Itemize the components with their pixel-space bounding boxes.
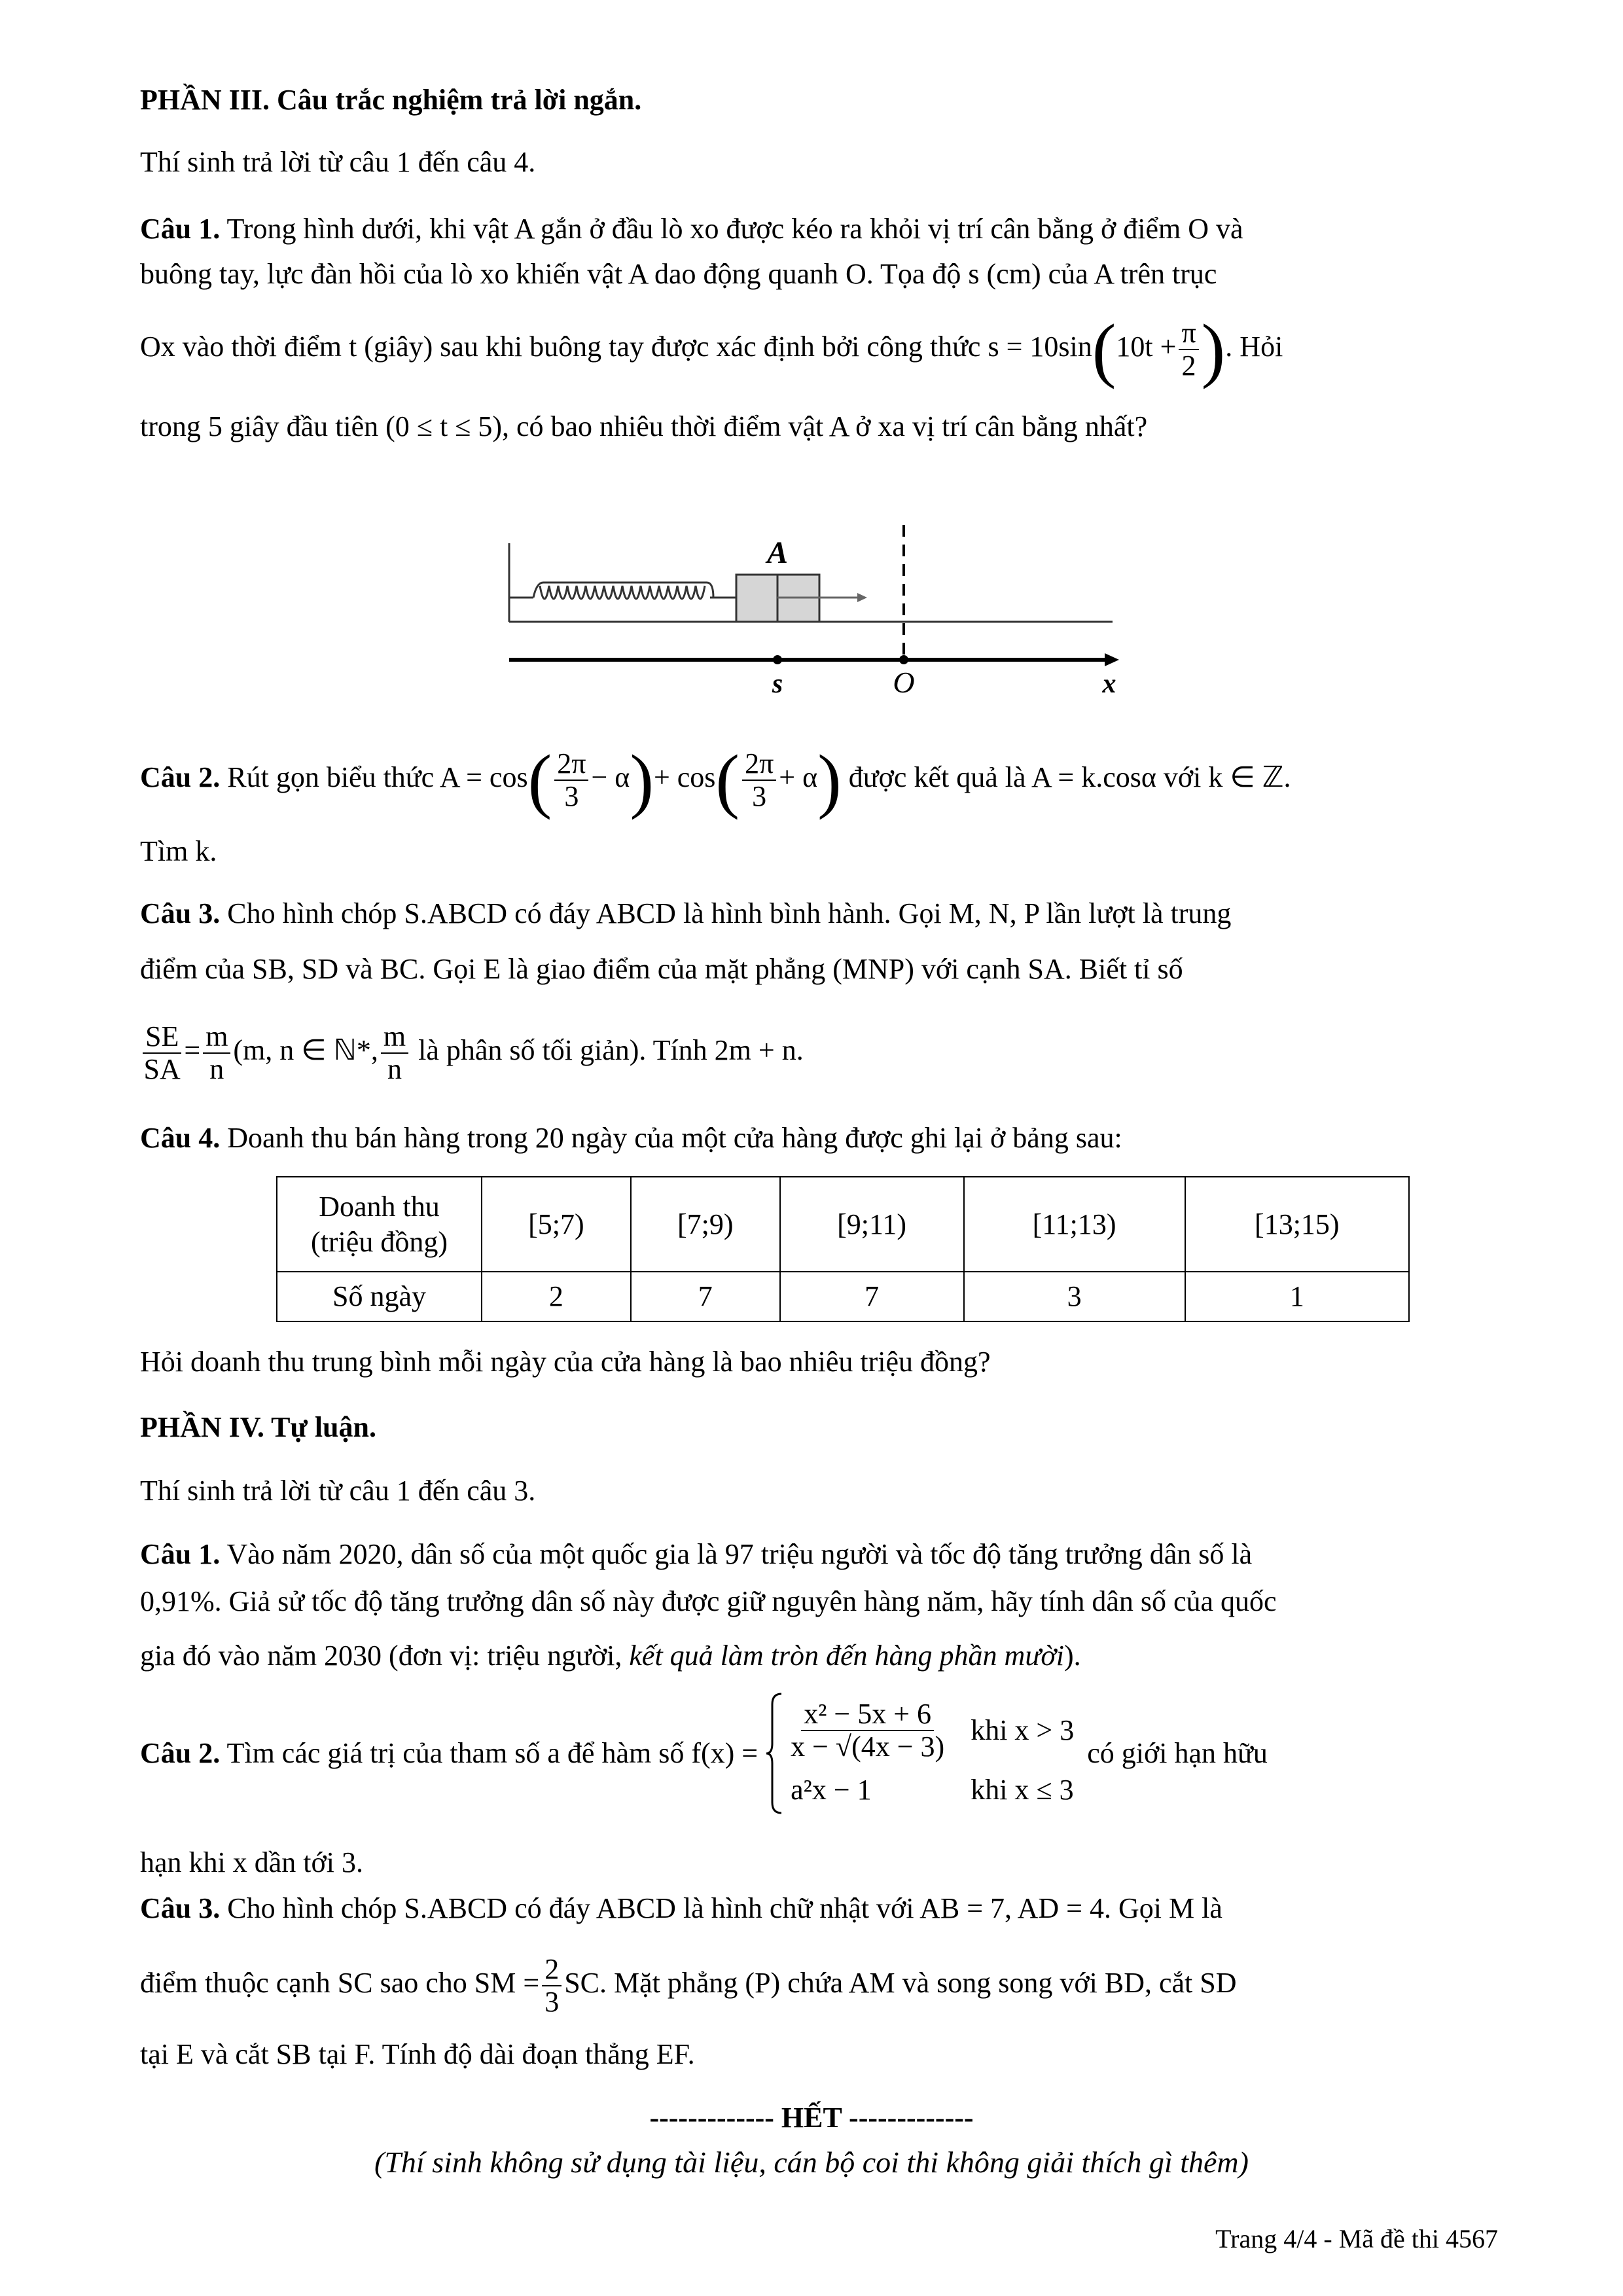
p4-q2-line1 bbox=[140, 1688, 1268, 1819]
p4-q3-line1: Câu 3. Cho hình chóp S.ABCD có đáy ABCD là hình chữ nhật với AB = 7, AD = 4. Gọi M là bbox=[140, 1892, 1222, 1924]
p3-q1-line3: Ox vào thời điểm t (giây) sau khi buông tay được xác định bởi công thức s = 10sin(10t + $\frac{\pi}{2}$ ). Hỏi bbox=[140, 309, 1283, 389]
exam-note: (Thí sinh không sử dụng tài liệu, cán bộ coi thi không giải thích gì thêm) bbox=[374, 2145, 1249, 2179]
days-cell: 7 bbox=[631, 1272, 780, 1321]
p4-q2-pre: Câu 2. Tìm các giá trị của tham số a để hàm số f(x) = bbox=[140, 1737, 758, 1769]
p3-q3-line3: $\frac{SE}{SA}$ = $\frac{m}{n}$ (m, n ∈ ℕ*, $\frac{m}{n}$ là phân số tối giản). Tính 2m + n. bbox=[143, 1020, 804, 1085]
p3-q1-line2: buông tay, lực đàn hồi của lò xo khiến vật A dao động quanh O. Tọa độ s (cm) của A trên trục bbox=[140, 258, 1217, 290]
label-A: A bbox=[766, 535, 789, 570]
case1-fraction: $\frac{\text{x² − 5x + 6}}{x - √(4x - 3)}$ bbox=[791, 1698, 945, 1763]
days-cell: 1 bbox=[1185, 1272, 1409, 1321]
interval-cell: [5;7) bbox=[482, 1177, 631, 1272]
label-O: O bbox=[893, 666, 915, 694]
p4-q1-line2: 0,91%. Giả sử tốc độ tăng trưởng dân số này được giữ nguyên hàng năm, hãy tính dân số của quốc bbox=[140, 1585, 1277, 1617]
p4-q1-line3: gia đó vào năm 2030 (đơn vị: triệu người, kết quả làm tròn đến hàng phần mười). bbox=[140, 1640, 1081, 1672]
p3-q2-line1: Câu 2. Rút gọn biểu thức A = cos( $\frac{2\pi}{3}$ − α)+ cos( $\frac{2\pi}{3}$ + α) được kết quả là A = k.cosα với k ∈ ℤ. bbox=[140, 740, 1291, 820]
p3-q2-line2: Tìm k. bbox=[140, 835, 217, 867]
part4-title: PHẦN IV. Tự luận. bbox=[140, 1411, 377, 1443]
p3-q1-line1: Câu 1. Trong hình dưới, khi vật A gắn ở đầu lò xo được kéo ra khỏi vị trí cân bằng ở điểm O và bbox=[140, 213, 1243, 245]
p3-q1-line4: trong 5 giây đầu tiên (0 ≤ t ≤ 5), có bao nhiêu thời điểm vật A ở xa vị trí cân bằng nhất? bbox=[140, 410, 1148, 442]
part4-intro: Thí sinh trả lời từ câu 1 đến câu 3. bbox=[140, 1475, 536, 1507]
label-s: s bbox=[772, 669, 783, 694]
case1-condition: khi x > 3 bbox=[971, 1714, 1075, 1746]
case2-expression: a²x − 1 bbox=[791, 1774, 872, 1806]
header-revenue: Doanh thu (triệu đồng) bbox=[277, 1177, 482, 1272]
arrow-icon bbox=[857, 593, 867, 602]
p4-q2-line2: hạn khi x dần tới 3. bbox=[140, 1846, 363, 1878]
spring-figure bbox=[504, 517, 1132, 694]
interval-cell: [11;13) bbox=[964, 1177, 1185, 1272]
revenue-table bbox=[276, 1176, 1410, 1322]
page-footer: Trang 4/4 - Mã đề thi 4567 bbox=[1215, 2224, 1498, 2253]
case2-condition: khi x ≤ 3 bbox=[971, 1774, 1074, 1806]
p3-q3-line2: điểm của SB, SD và BC. Gọi E là giao điểm của mặt phẳng (MNP) với cạnh SA. Biết tỉ số bbox=[140, 953, 1183, 985]
row-label-days: Số ngày bbox=[277, 1272, 482, 1321]
p3-q4-question: Hỏi doanh thu trung bình mỗi ngày của cửa hàng là bao nhiêu triệu đồng? bbox=[140, 1346, 991, 1378]
p3-q3-line1: Câu 3. Cho hình chóp S.ABCD có đáy ABCD là hình bình hành. Gọi M, N, P lần lượt là trung bbox=[140, 897, 1232, 929]
label-x: x bbox=[1102, 669, 1116, 694]
days-cell: 2 bbox=[482, 1272, 631, 1321]
left-brace-icon bbox=[764, 1691, 784, 1816]
interval-cell: [7;9) bbox=[631, 1177, 780, 1272]
days-cell: 3 bbox=[964, 1272, 1185, 1321]
p4-q2-post: có giới hạn hữu bbox=[1087, 1737, 1268, 1769]
p4-q3-line3: tại E và cắt SB tại F. Tính độ dài đoạn thẳng EF. bbox=[140, 2038, 695, 2070]
p4-q1-line1: Câu 1. Vào năm 2020, dân số của một quốc gia là 97 triệu người và tốc độ tăng trưởng dân số là bbox=[140, 1538, 1253, 1570]
part3-title: PHẦN III. Câu trắc nghiệm trả lời ngắn. bbox=[140, 84, 642, 116]
part3-intro: Thí sinh trả lời từ câu 1 đến câu 4. bbox=[140, 146, 536, 178]
p4-q3-line2: điểm thuộc cạnh SC sao cho SM = $\frac{2}{3}$ SC. Mặt phẳng (P) chứa AM và song song với BD, cắt SD bbox=[140, 1952, 1237, 2018]
interval-cell: [13;15) bbox=[1185, 1177, 1409, 1272]
piecewise-function bbox=[764, 1691, 1074, 1816]
days-cell: 7 bbox=[780, 1272, 964, 1321]
p3-q4-line1: Câu 4. Doanh thu bán hàng trong 20 ngày của một cửa hàng được ghi lại ở bảng sau: bbox=[140, 1122, 1122, 1154]
end-marker: ------------- HẾT ------------- bbox=[649, 2102, 974, 2134]
interval-cell: [9;11) bbox=[780, 1177, 964, 1272]
